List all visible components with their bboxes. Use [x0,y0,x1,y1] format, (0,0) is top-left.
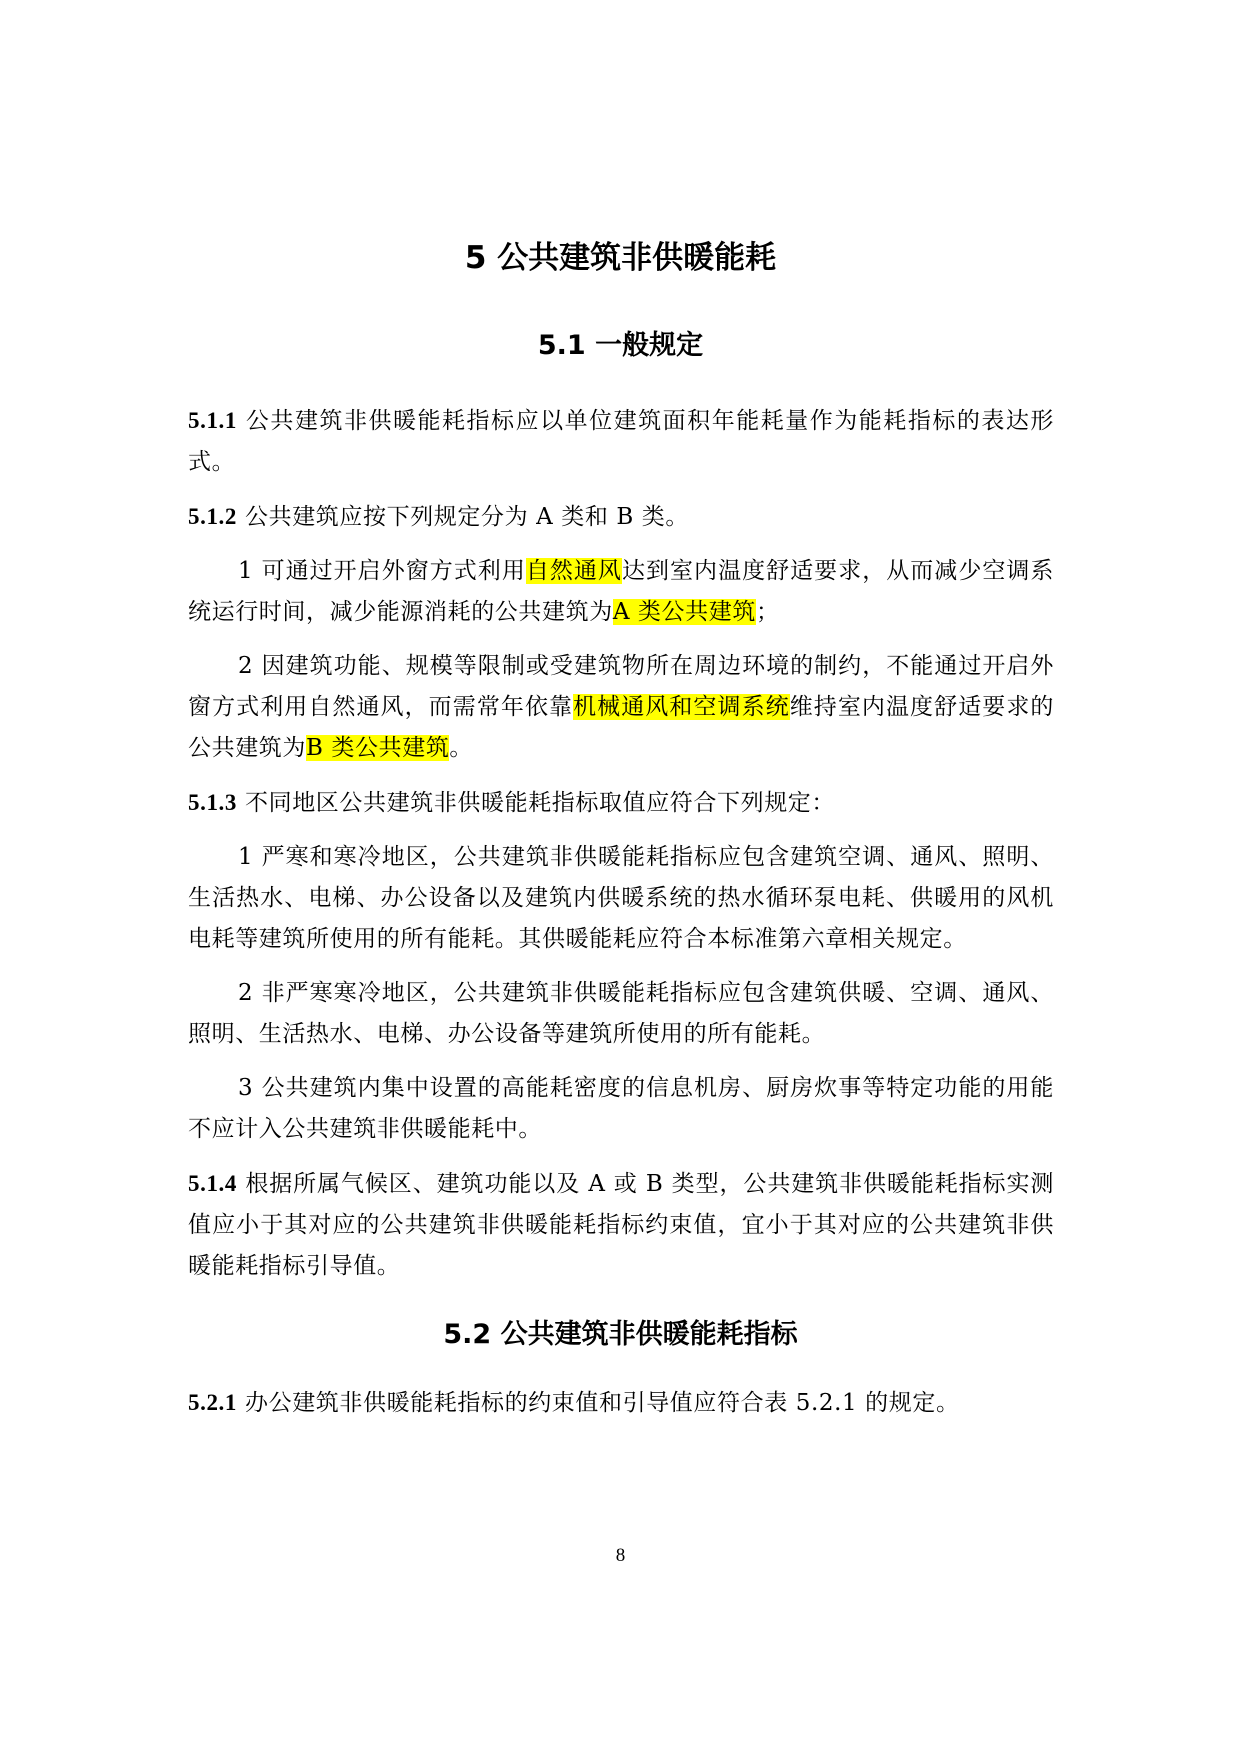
highlighted-text: A 类公共建筑 [612,599,756,625]
section-title-5-2: 5.2 公共建筑非供暖能耗指标 [443,1319,798,1350]
item-text: 1 可通过开启外窗方式利用 [238,558,526,584]
section-title-5-1: 5.1 一般规定 [537,330,704,361]
section-5-1-body [188,400,1054,1300]
clause-5-1-2-item-2 [188,646,1054,769]
page-number: 8 [615,1545,626,1566]
clause-text: 不同地区公共建筑非供暖能耗指标取值应符合下列规定： [245,790,835,816]
clause-number: 5.1.4 [188,1171,237,1196]
highlighted-text: 自然通风 [525,558,622,584]
clause-5-1-1 [188,400,1054,483]
clause-5-1-4 [188,1163,1054,1287]
clause-text: 公共建筑应按下列规定分为 A 类和 B 类。 [245,504,689,530]
clause-5-1-2 [188,496,1054,538]
clause-5-1-2-item-1 [188,551,1054,633]
clause-number: 5.1.2 [188,504,237,529]
chapter-title: 5 公共建筑非供暖能耗 [464,240,777,276]
clause-5-1-3-item-1: 1 严寒和寒冷地区，公共建筑非供暖能耗指标应包含建筑空调、通风、照明、生活热水、电梯、办公设备以及建筑内供暖系统的热水循环泵电耗、供暖用的风机电耗等建筑所使用的所有能耗。其供暖能耗应符合本标准第六章相关规定。 [188,844,1054,952]
item-text: 。 [449,735,474,761]
clause-5-2-1 [188,1382,1054,1424]
clause-number: 5.1.1 [188,408,237,433]
item-text: ； [755,599,780,625]
clause-5-1-3-item-2: 2 非严寒寒冷地区，公共建筑非供暖能耗指标应包含建筑供暖、空调、通风、照明、生活热水、电梯、办公设备等建筑所使用的所有能耗。 [188,980,1054,1047]
section-5-2-body [188,1382,1054,1437]
highlighted-text: B 类公共建筑 [306,735,450,761]
clause-5-1-3-item-3: 3 公共建筑内集中设置的高能耗密度的信息机房、厨房炊事等特定功能的用能不应计入公共建筑非供暖能耗中。 [188,1075,1054,1142]
clause-number: 5.2.1 [188,1390,237,1415]
item-text: 2 因建筑功能、规模等限制或受建筑物所在周边环境的制约，不能通过开启外窗方式利用自然通风，而需常年依靠 [188,653,1054,720]
item-text: 达到室内温度舒适要求，从而减少空调系统运行时间，减少能源消耗的公共建筑为 [188,558,1054,625]
clause-number: 5.1.3 [188,790,237,815]
highlighted-text: 机械通风和空调系统 [573,694,790,720]
clause-text: 办公建筑非供暖能耗指标的约束值和引导值应符合表 5.2.1 的规定。 [245,1390,960,1416]
item-text: 维持室内温度舒适要求的公共建筑为 [188,694,1054,761]
clause-text: 公共建筑非供暖能耗指标应以单位建筑面积年能耗量作为能耗指标的表达形式。 [188,408,1054,475]
clause-text: 根据所属气候区、建筑功能以及 A 或 B 类型，公共建筑非供暖能耗指标实测值应小于其对应的公共建筑非供暖能耗指标约束值，宜小于其对应的公共建筑非供暖能耗指标引导值。 [188,1171,1054,1279]
clause-5-1-3 [188,782,1054,824]
